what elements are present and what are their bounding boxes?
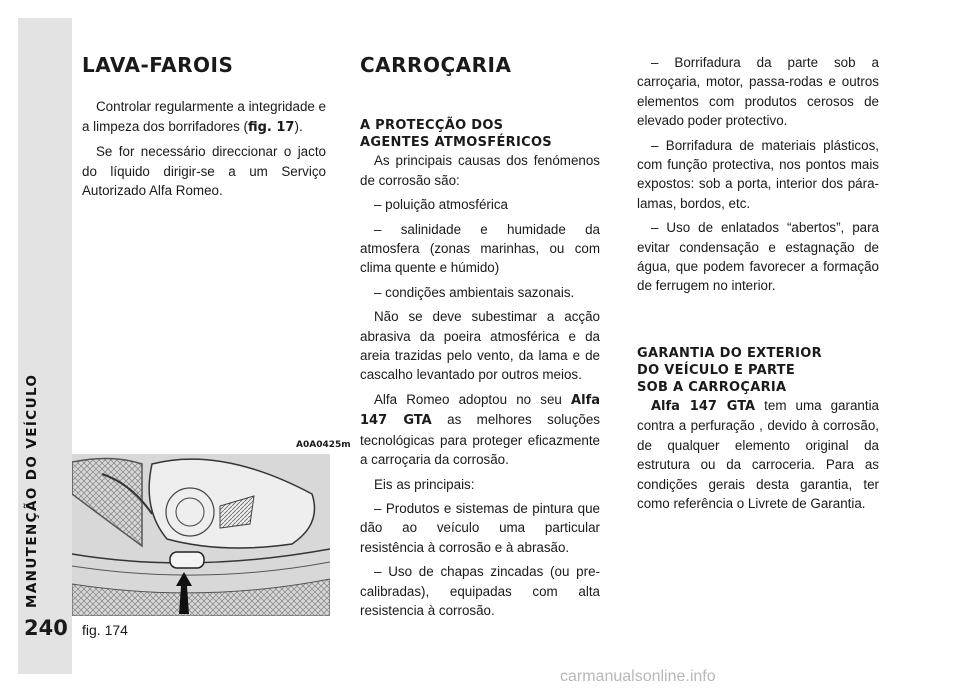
headlight-washer-figure	[72, 454, 330, 616]
paragraph: – salinidade e humidade da atmosfera (zonas marinhas, ou com clima quente e húmido)	[360, 221, 600, 276]
heading-carrocaria: CARROÇARIA	[360, 53, 512, 77]
figure-reference: fig. 17	[247, 119, 295, 135]
subheading-proteccao: A PROTECÇÃO DOS AGENTES ATMOSFÉRICOS	[360, 118, 552, 151]
paragraph: Se for necessário direccionar o jacto do líquido dirigir-se a um Serviço Autorizado Alfa Romeo.	[82, 144, 326, 199]
paragraph: Alfa 147 GTA tem uma garantia contra a perfuração , devido à corrosão, de qualquer elemento original da estrutura ou da carroceria. Para as condições gerais desta garantia, ter como referência o Livrete de Garantia.	[637, 397, 879, 511]
heading-lava-farois: LAVA-FAROIS	[82, 53, 234, 77]
paragraph: – Produtos e sistemas de pintura que dão ao veículo uma particular resistência à corrosão e à abrasão.	[360, 500, 600, 555]
paragraph: – Borrifadura da parte sob a carroçaria, motor, passa-rodas e outros elementos com produtos cerosos de elevado poder protectivo.	[637, 55, 879, 129]
paragraph: – Borrifadura de materiais plásticos, com função protectiva, nos pontos mais expostos: sob a porta, interior dos pára-lamas, bordos, etc.	[637, 137, 879, 211]
car-front-illustration	[72, 454, 330, 616]
paragraph: – poluição atmosférica	[374, 197, 508, 213]
paragraph: Alfa Romeo adoptou no seu Alfa 147 GTA as melhores soluções tecnológicas para proteger eficazmente a carroçaria da corrosão.	[360, 391, 600, 468]
paragraph: Controlar regularmente a integridade e a limpeza dos borrifadores (fig. 17).	[82, 99, 327, 135]
figure-caption: fig. 174	[82, 622, 128, 638]
section-title-vertical: MANUTENÇÃO DO VEÍCULO	[24, 373, 40, 608]
figure-code: A0A0425m	[296, 440, 351, 450]
paragraph: Eis as principais:	[374, 476, 475, 492]
paragraph: – Uso de enlatados “abertos”, para evitar condensação e estagnação de água, que podem favorecer a formação de ferrugem no interior.	[637, 220, 879, 294]
paragraph: – condições ambientais sazonais.	[374, 284, 575, 300]
paragraph: Não se deve subestimar a acção abrasiva da poeira atmosférica e da areia trazidas pelo vento, da lama e de cascalho levantado por outros meios.	[360, 309, 600, 383]
page-number: 240	[24, 616, 68, 640]
left-column	[82, 53, 327, 205]
brand-name: Alfa 147 GTA	[360, 392, 600, 429]
paragraph: As principais causas dos fenómenos de corrosão são:	[360, 153, 600, 188]
middle-column	[360, 53, 600, 625]
brand-name: Alfa 147 GTA	[651, 398, 756, 414]
subheading-garantia: GARANTIA DO EXTERIOR DO VEÍCULO E PARTE SOB A CARROÇARIA	[637, 345, 822, 395]
right-column	[637, 53, 879, 518]
watermark: carmanualsonline.info	[560, 668, 716, 685]
washer-nozzle	[170, 552, 204, 568]
paragraph: – Uso de chapas zincadas (ou pre-calibradas), equipadas com alta resistencia à corrosão.	[360, 564, 600, 618]
